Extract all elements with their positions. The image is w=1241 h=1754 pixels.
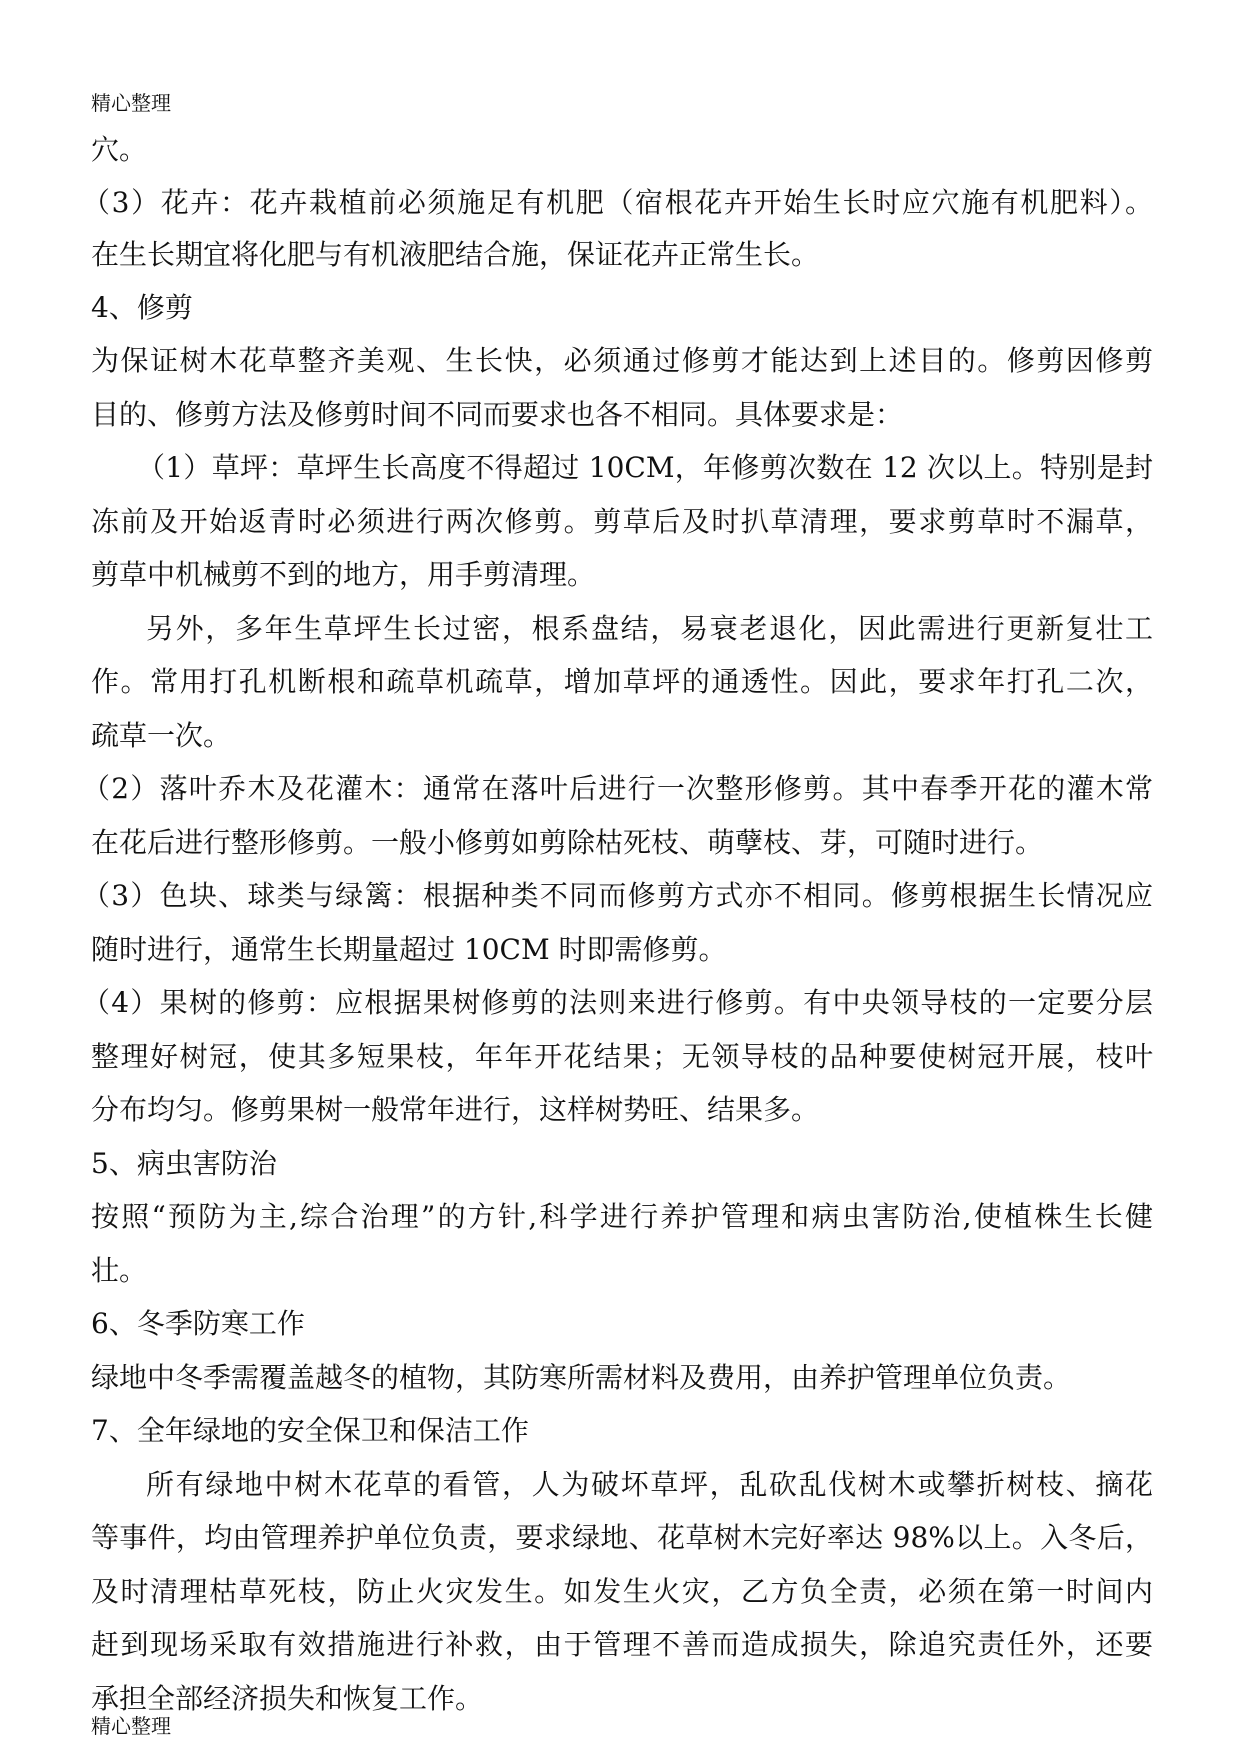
text-line — [91, 1404, 1153, 1458]
text-line — [91, 495, 1153, 549]
page-header: 精心整理 — [91, 91, 171, 115]
text-line-content: 为保证树木花草整齐美观、生长快，必须通过修剪才能达到上述目的。修剪因修剪 — [91, 344, 1153, 377]
text-line — [91, 1351, 1153, 1405]
text-line-content: 壮。 — [91, 1253, 148, 1287]
text-line-content: 承担全部经济损失和恢复工作。 — [91, 1681, 484, 1715]
text-line — [91, 923, 1153, 977]
text-line — [91, 1083, 1153, 1137]
text-line-content: （4）果树的修剪：应根据果树修剪的法则来进行修剪。有中央领导枝的一定要分层 — [82, 986, 1153, 1019]
text-line — [91, 1672, 1153, 1726]
text-line — [82, 976, 1153, 1030]
text-line — [82, 869, 1153, 923]
text-line-content: 另外，多年生草坪生长过密，根系盘结，易衰老退化，因此需进行更新复壮工 — [146, 611, 1153, 645]
text-line — [91, 602, 1153, 656]
text-line-content: （2）落叶乔木及花灌木：通常在落叶后进行一次整形修剪。其中春季开花的灌木常 — [82, 772, 1153, 805]
text-line-content: 6、冬季防寒工作 — [91, 1307, 305, 1340]
text-line-content: 剪草中机械剪不到的地方，用手剪清理。 — [91, 558, 596, 591]
text-line — [91, 1565, 1153, 1619]
text-line-content: 随时进行，通常生长期量超过 10CM 时即需修剪。 — [91, 932, 727, 966]
text-line-content: 目的、修剪方法及修剪时间不同而要求也各不相同。具体要求是： — [91, 397, 904, 431]
text-line-content: （1）草坪：草坪生长高度不得超过 10CM，年修剪次数在 12 次以上。特别是封 — [137, 451, 1153, 484]
text-line — [91, 548, 1153, 602]
text-line — [82, 177, 1153, 230]
text-line-content: 7、全年绿地的安全保卫和保洁工作 — [91, 1414, 529, 1447]
text-line-content: 绿地中冬季需覆盖越冬的植物，其防寒所需材料及费用，由养护管理单位负责。 — [91, 1360, 1072, 1394]
document-body — [82, 124, 1153, 1725]
text-line-content: （3）花卉：花卉栽植前必须施足有机肥（宿根花卉开始生长时应穴施有机肥料）。 — [82, 185, 1153, 219]
text-line-content: 所有绿地中树木花草的看管，人为破坏草坪，乱砍乱伐树木或攀折树枝、摘花 — [146, 1467, 1153, 1501]
text-line-content: 4、修剪 — [91, 290, 193, 324]
text-line-content: 5、病虫害防治 — [91, 1146, 277, 1180]
text-line — [91, 282, 1153, 335]
text-line — [91, 816, 1153, 870]
text-line-content: 赶到现场采取有效措施进行补救，由于管理不善而造成损失，除追究责任外，还要 — [91, 1628, 1153, 1661]
text-line — [91, 1458, 1153, 1512]
text-line-content: 疏草一次。 — [91, 718, 232, 752]
text-line-content: 穴。 — [91, 133, 148, 166]
page-footer: 精心整理 — [91, 1714, 171, 1738]
text-line-content: 等事件，均由管理养护单位负责，要求绿地、花草树木完好率达 98%以上。入冬后， — [91, 1521, 1153, 1554]
text-line-content: （3）色块、球类与绿篱：根据种类不同而修剪方式亦不相同。修剪根据生长情况应 — [82, 879, 1153, 912]
text-line-content: 整理好树冠，使其多短果枝，年年开花结果；无领导枝的品种要使树冠开展，枝叶 — [91, 1039, 1153, 1073]
text-line-content: 及时清理枯草死枝，防止火灾发生。如发生火灾，乙方负全责，必须在第一时间内 — [91, 1574, 1153, 1608]
text-line — [91, 709, 1153, 763]
text-line — [91, 334, 1153, 388]
text-line-content: 作。常用打孔机断根和疏草机疏草，增加草坪的通透性。因此，要求年打孔二次， — [91, 665, 1153, 698]
text-line-content: 在花后进行整形修剪。一般小修剪如剪除枯死枝、萌孽枝、芽，可随时进行。 — [91, 825, 1044, 859]
text-line — [91, 1244, 1153, 1298]
text-line — [82, 762, 1153, 816]
text-line — [91, 1297, 1153, 1351]
text-line — [91, 441, 1153, 495]
text-line-content: 在生长期宜将化肥与有机液肥结合施，保证花卉正常生长。 — [91, 238, 820, 271]
text-line — [91, 388, 1153, 442]
text-line — [91, 124, 1153, 177]
text-line-content: 按照“预防为主,综合治理”的方针,科学进行养护管理和病虫害防治,使植株生长健 — [91, 1200, 1153, 1233]
text-line — [91, 1618, 1153, 1672]
text-line — [91, 1137, 1153, 1191]
text-line-content: 分布均匀。修剪果树一般常年进行，这样树势旺、结果多。 — [91, 1093, 820, 1126]
text-line — [91, 1030, 1153, 1084]
text-line — [91, 1190, 1153, 1244]
text-line — [91, 655, 1153, 709]
text-line — [91, 229, 1153, 282]
text-line-content: 冻前及开始返青时必须进行两次修剪。剪草后及时扒草清理，要求剪草时不漏草， — [91, 504, 1153, 538]
text-line — [91, 1511, 1153, 1565]
